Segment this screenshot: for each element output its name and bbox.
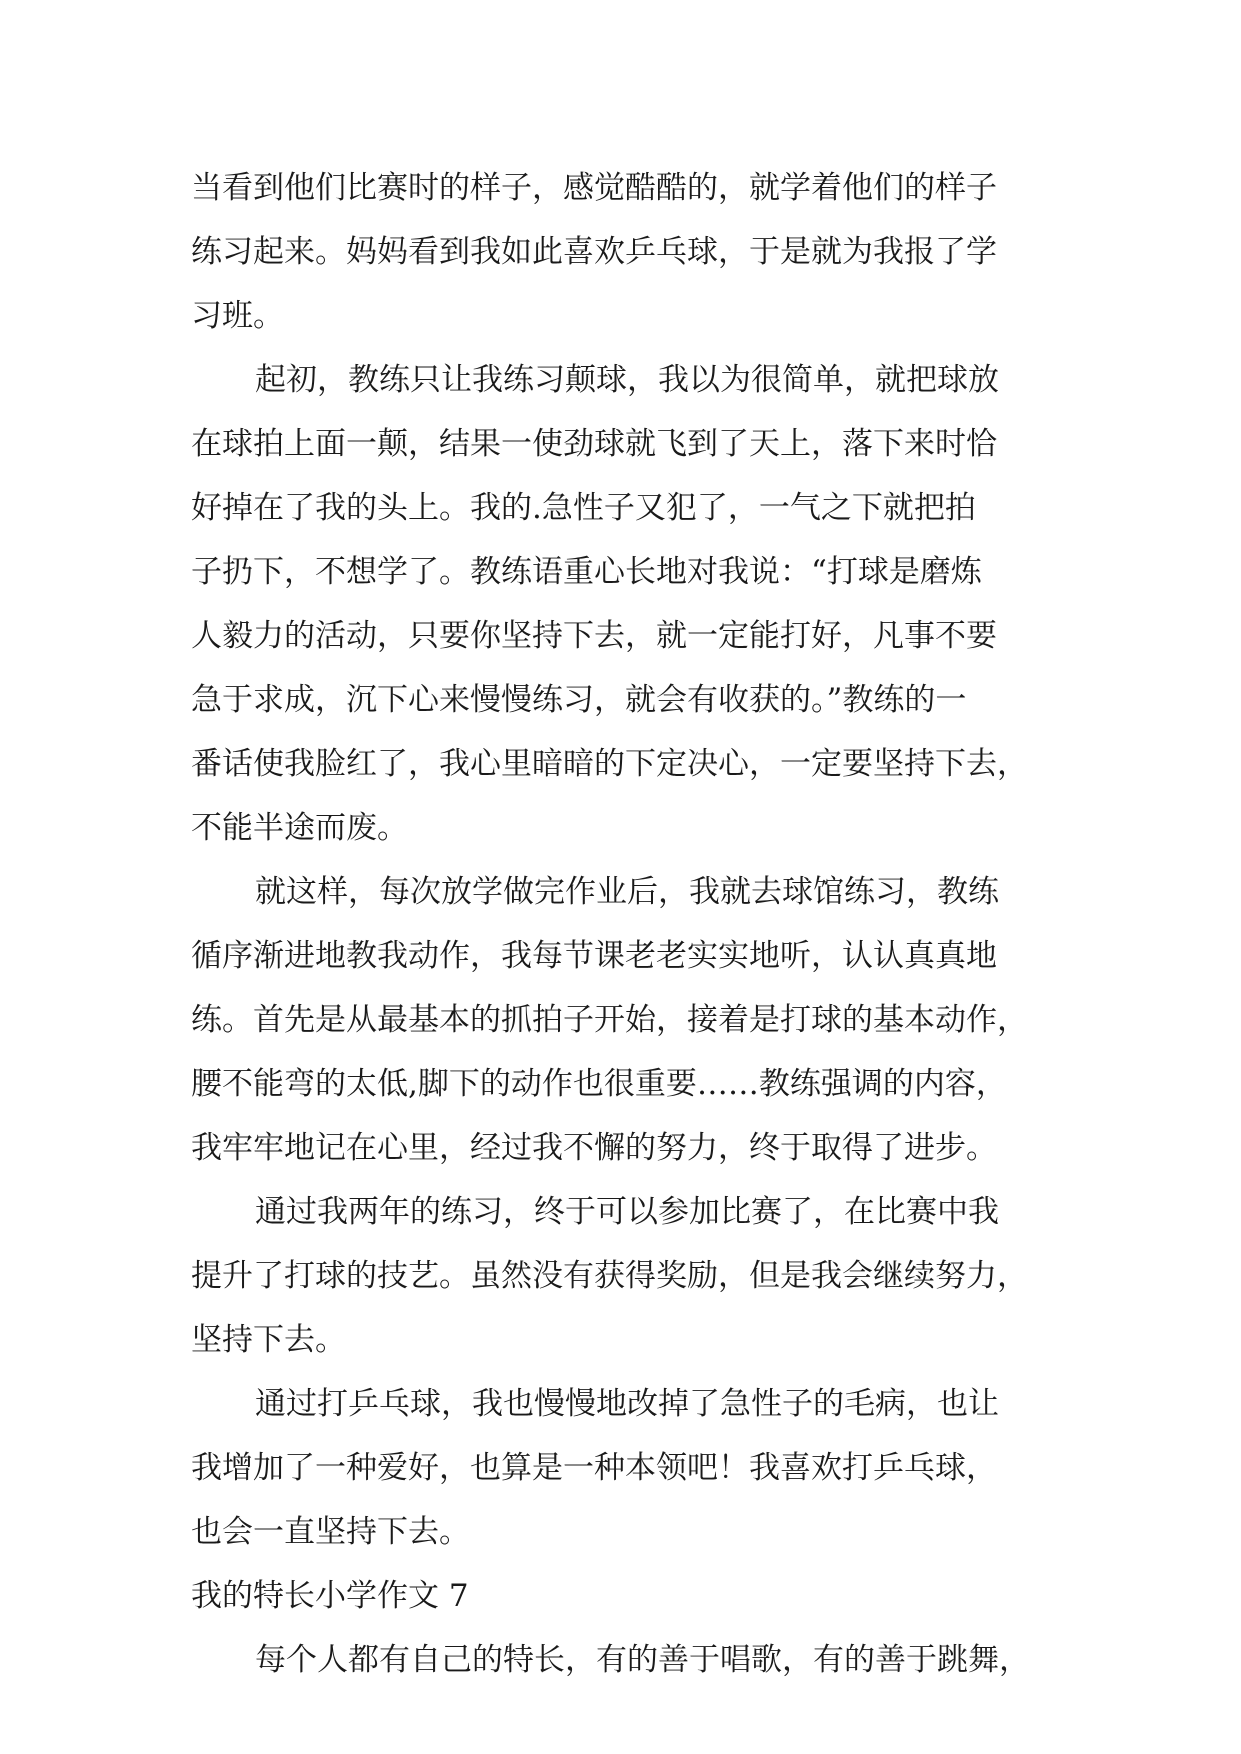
paragraph-line: 我增加了一种爱好，也算是一种本领吧！我喜欢打乒乓球， (191, 1450, 997, 1486)
paragraph-6 (191, 1628, 1051, 1692)
paragraph-line: 我牢牢地记在心里，经过我不懈的努力，终于取得了进步。 (191, 1130, 997, 1166)
paragraph-line: 循序渐进地教我动作，我每节课老老实实地听，认认真真地 (191, 938, 997, 974)
paragraph-line: 好掉在了我的头上。我的.急性子又犯了，一气之下就把拍 (191, 490, 976, 526)
paragraph-line: 腰不能弯的太低,脚下的动作也很重要……教练强调的内容， (191, 1066, 1007, 1102)
paragraph-first-line: 每个人都有自己的特长，有的善于唱歌，有的善于跳舞， (255, 1642, 1030, 1678)
paragraph-line: 提升了打球的技艺。虽然没有获得奖励，但是我会继续努力， (191, 1258, 1028, 1294)
paragraph-line: 急于求成，沉下心来慢慢练习，就会有收获的。”教练的一 (191, 682, 967, 718)
paragraph-line: 也会一直坚持下去。 (191, 1514, 470, 1550)
paragraph-first-line: 通过打乒乓球，我也慢慢地改掉了急性子的毛病，也让 (255, 1386, 999, 1422)
paragraph-line: 子扔下，不想学了。教练语重心长地对我说：“打球是磨炼 (191, 554, 982, 590)
paragraph-line: 练习起来。妈妈看到我如此喜欢乒乓球，于是就为我报了学 (191, 234, 997, 270)
paragraph-1 (191, 156, 1051, 348)
document-body (191, 156, 1051, 1692)
paragraph-line: 人毅力的活动，只要你坚持下去，就一定能打好，凡事不要 (191, 618, 997, 654)
paragraph-5 (191, 1372, 1051, 1564)
paragraph-3 (191, 860, 1051, 1180)
paragraph-first-line: 就这样，每次放学做完作业后，我就去球馆练习，教练 (255, 874, 999, 910)
section-heading: 我的特长小学作文 7 (191, 1578, 469, 1614)
paragraph-2 (191, 348, 1051, 860)
paragraph-line: 坚持下去。 (191, 1322, 346, 1358)
paragraph-line: 不能半途而废。 (191, 810, 408, 846)
paragraph-first-line: 起初，教练只让我练习颠球，我以为很简单，就把球放 (255, 362, 999, 398)
paragraph-line: 番话使我脸红了，我心里暗暗的下定决心，一定要坚持下去， (191, 746, 1028, 782)
paragraph-line: 习班。 (191, 298, 284, 334)
paragraph-line: 练。首先是从最基本的抓拍子开始，接着是打球的基本动作， (191, 1002, 1028, 1038)
paragraph-line: 当看到他们比赛时的样子，感觉酷酷的，就学着他们的样子 (191, 170, 997, 206)
paragraph-4 (191, 1180, 1051, 1372)
paragraph-line: 在球拍上面一颠，结果一使劲球就飞到了天上，落下来时恰 (191, 426, 997, 462)
paragraph-first-line: 通过我两年的练习，终于可以参加比赛了，在比赛中我 (255, 1194, 999, 1230)
